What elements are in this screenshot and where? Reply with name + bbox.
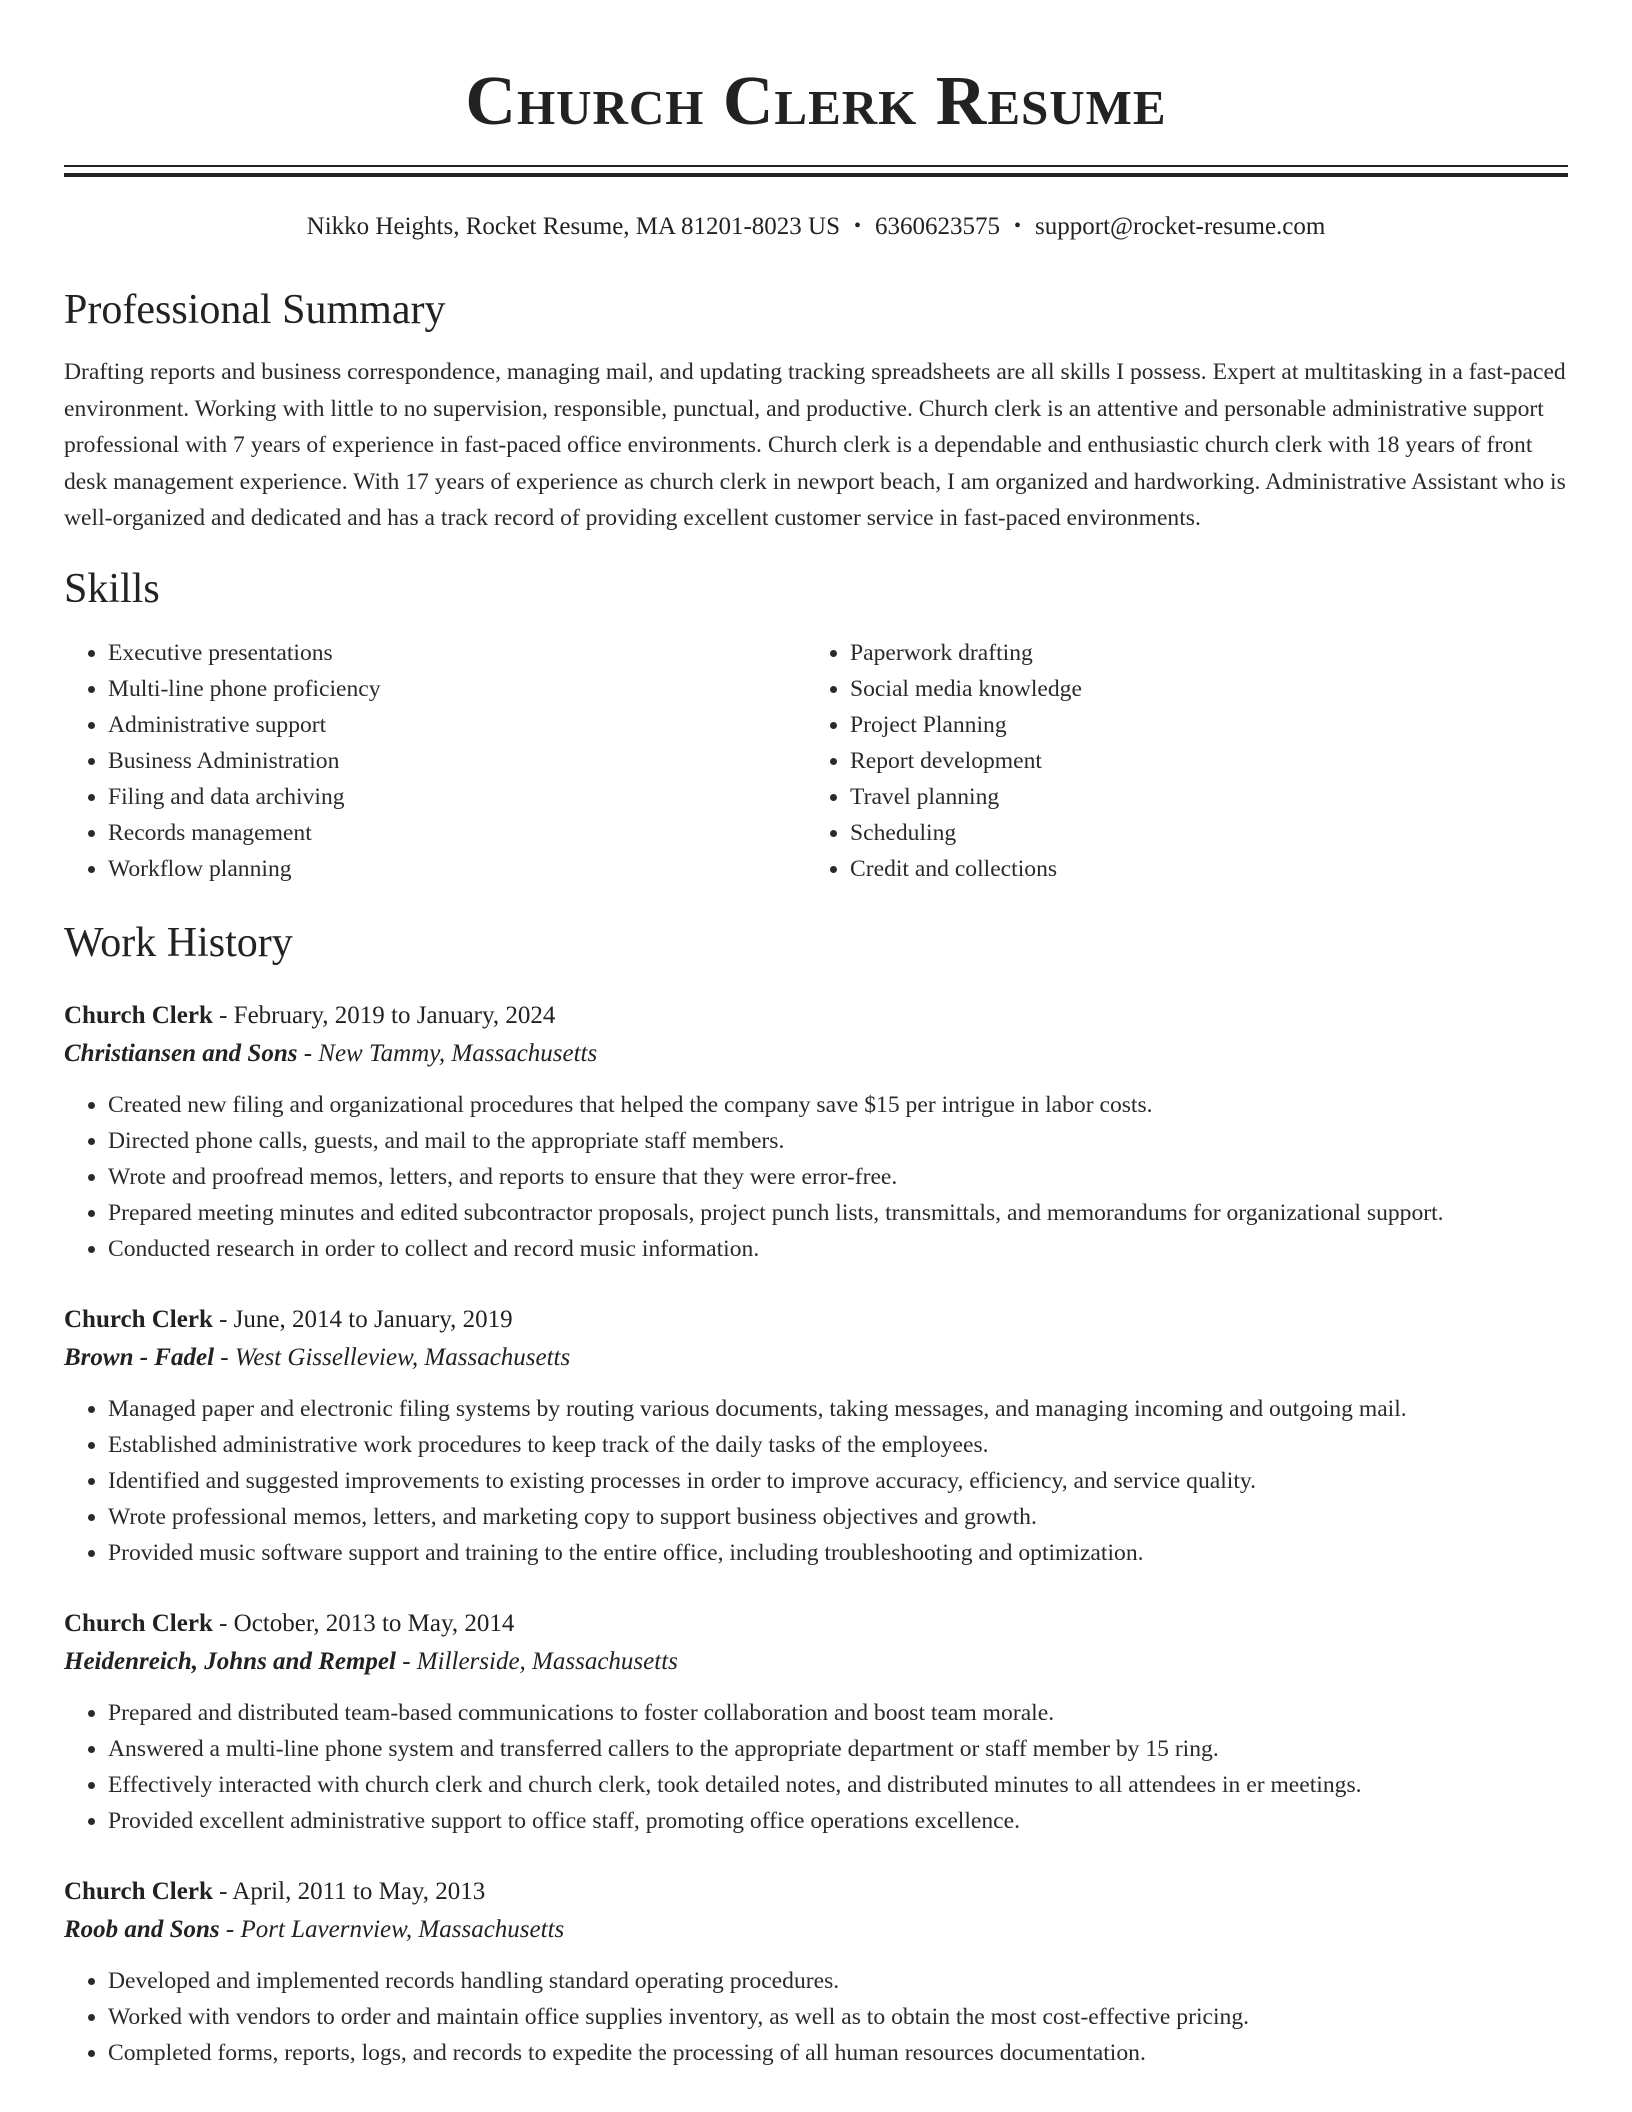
company-location: - Port Lavernview, Massachusetts	[225, 1915, 565, 1943]
job-title: Church Clerk	[64, 1305, 213, 1333]
duty-item: • Completed forms, reports, logs, and records to expedite the processing of all human resources documentation.	[108, 2035, 1568, 2071]
duty-item: • Worked with vendors to order and maintain office supplies inventory, as well as to obtain the most cost-effective pricing.	[108, 1999, 1568, 2035]
duty-item: • Wrote and proofread memos, letters, and reports to ensure that they were error-free.	[108, 1159, 1568, 1195]
skill-item: • Scheduling	[850, 815, 1568, 851]
company-line	[64, 1643, 1568, 1681]
job-dates: - June, 2014 to January, 2019	[219, 1305, 513, 1333]
duty-item: • Created new filing and organizational procedures that helped the company save $15 per intrigue in labor costs.	[108, 1087, 1568, 1123]
job-entry	[64, 1301, 1568, 1571]
job-title: Church Clerk	[64, 1001, 213, 1029]
skill-item: • Social media knowledge	[850, 671, 1568, 707]
job-dates: - October, 2013 to May, 2014	[219, 1609, 515, 1637]
company-location: - New Tammy, Massachusetts	[303, 1039, 598, 1067]
job-title-line	[64, 1873, 1568, 1911]
company-line	[64, 1035, 1568, 1073]
job-entry	[64, 1605, 1568, 1839]
summary-heading: Professional Summary	[64, 287, 446, 333]
job-entry	[64, 997, 1568, 1267]
duty-item: • Answered a multi-line phone system and transferred callers to the appropriate department or staff member by 15 ring.	[108, 1731, 1568, 1767]
contact-email: support@rocket-resume.com	[1035, 213, 1326, 240]
company-line	[64, 1339, 1568, 1377]
duty-item: • Conducted research in order to collect and record music information.	[108, 1231, 1568, 1267]
duty-item: • Provided excellent administrative support to office staff, promoting office operations excellence.	[108, 1803, 1568, 1839]
skill-item: • Workflow planning	[108, 851, 806, 887]
skills-list	[64, 635, 1568, 887]
job-dates: - February, 2019 to January, 2024	[219, 1001, 556, 1029]
duty-item: • Developed and implemented records handling standard operating procedures.	[108, 1963, 1568, 1999]
skills-column-right	[806, 635, 1568, 887]
title-divider	[64, 165, 1568, 177]
skill-item: • Credit and collections	[850, 851, 1568, 887]
company-name: Brown - Fadel	[64, 1343, 215, 1371]
duty-item: • Wrote professional memos, letters, and marketing copy to support business objectives and growth.	[108, 1499, 1568, 1535]
work-history-heading: Work History	[64, 919, 293, 966]
company-line	[64, 1911, 1568, 1949]
job-dates: - April, 2011 to May, 2013	[219, 1877, 486, 1905]
contact-phone: 6360623575	[875, 213, 1001, 240]
duty-item: • Identified and suggested improvements to existing processes in order to improve accuracy, efficiency, and service quality.	[108, 1463, 1568, 1499]
skill-item: • Travel planning	[850, 779, 1568, 815]
summary-text: Drafting reports and business correspondence, managing mail, and updating tracking spreadsheets are all skills I possess. Expert at multitasking in a fast-paced environment. Working with little to no supervision, responsible, punctual, and productive. Church clerk is an attentive and personable administrative support professional with 7 years of experience in fast-paced office environments. Church clerk is a dependable and enthusiastic church clerk with 18 years of front desk management experience. With 17 years of experience as church clerk in newport beach, I am organized and hardworking. Administrative Assistant who is well-organized and dedicated and has a track record of providing excellent customer service in fast-paced environments.	[64, 359, 1566, 531]
skill-item: • Administrative support	[108, 707, 806, 743]
job-title: Church Clerk	[64, 1609, 213, 1637]
company-name: Roob and Sons	[64, 1915, 220, 1943]
skills-heading: Skills	[64, 565, 160, 612]
contact-address: Nikko Heights, Rocket Resume, MA 81201-8023 US	[306, 213, 840, 240]
job-title-line	[64, 1605, 1568, 1643]
skill-item: • Paperwork drafting	[850, 635, 1568, 671]
skill-item: • Project Planning	[850, 707, 1568, 743]
skill-item: • Records management	[108, 815, 806, 851]
resume-page	[64, 0, 1568, 2071]
contact-line	[64, 211, 1568, 244]
duties-list	[64, 1695, 1568, 1839]
skills-column-left	[64, 635, 806, 887]
job-entry	[64, 1873, 1568, 2071]
duties-list	[64, 1391, 1568, 1571]
duty-item: • Prepared and distributed team-based communications to foster collaboration and boost team morale.	[108, 1695, 1568, 1731]
skill-item: • Report development	[850, 743, 1568, 779]
duty-item: • Established administrative work procedures to keep track of the daily tasks of the employees.	[108, 1427, 1568, 1463]
duty-item: • Effectively interacted with church clerk and church clerk, took detailed notes, and distributed minutes to all attendees in er meetings.	[108, 1767, 1568, 1803]
company-name: Christiansen and Sons	[64, 1039, 298, 1067]
company-location: - Millerside, Massachusetts	[402, 1647, 678, 1675]
duty-item: • Directed phone calls, guests, and mail to the appropriate staff members.	[108, 1123, 1568, 1159]
company-location: - West Gisselleview, Massachusetts	[220, 1343, 571, 1371]
job-title-line	[64, 997, 1568, 1035]
duty-item: • Provided music software support and training to the entire office, including troubleshooting and optimization.	[108, 1535, 1568, 1571]
job-title: Church Clerk	[64, 1877, 213, 1905]
duty-item: • Prepared meeting minutes and edited subcontractor proposals, project punch lists, transmittals, and memorandums for organizational support.	[108, 1195, 1568, 1231]
job-title-line	[64, 1301, 1568, 1339]
company-name: Heidenreich, Johns and Rempel	[64, 1647, 396, 1675]
duties-list	[64, 1087, 1568, 1267]
resume-title: Church Clerk Resume	[465, 63, 1167, 140]
skill-item: • Executive presentations	[108, 635, 806, 671]
contact-separator: •	[854, 215, 862, 237]
contact-separator: •	[1014, 215, 1022, 237]
duties-list	[64, 1963, 1568, 2071]
duty-item: • Managed paper and electronic filing systems by routing various documents, taking messages, and managing incoming and outgoing mail.	[108, 1391, 1568, 1427]
skill-item: • Multi-line phone proficiency	[108, 671, 806, 707]
skill-item: • Filing and data archiving	[108, 779, 806, 815]
skill-item: • Business Administration	[108, 743, 806, 779]
